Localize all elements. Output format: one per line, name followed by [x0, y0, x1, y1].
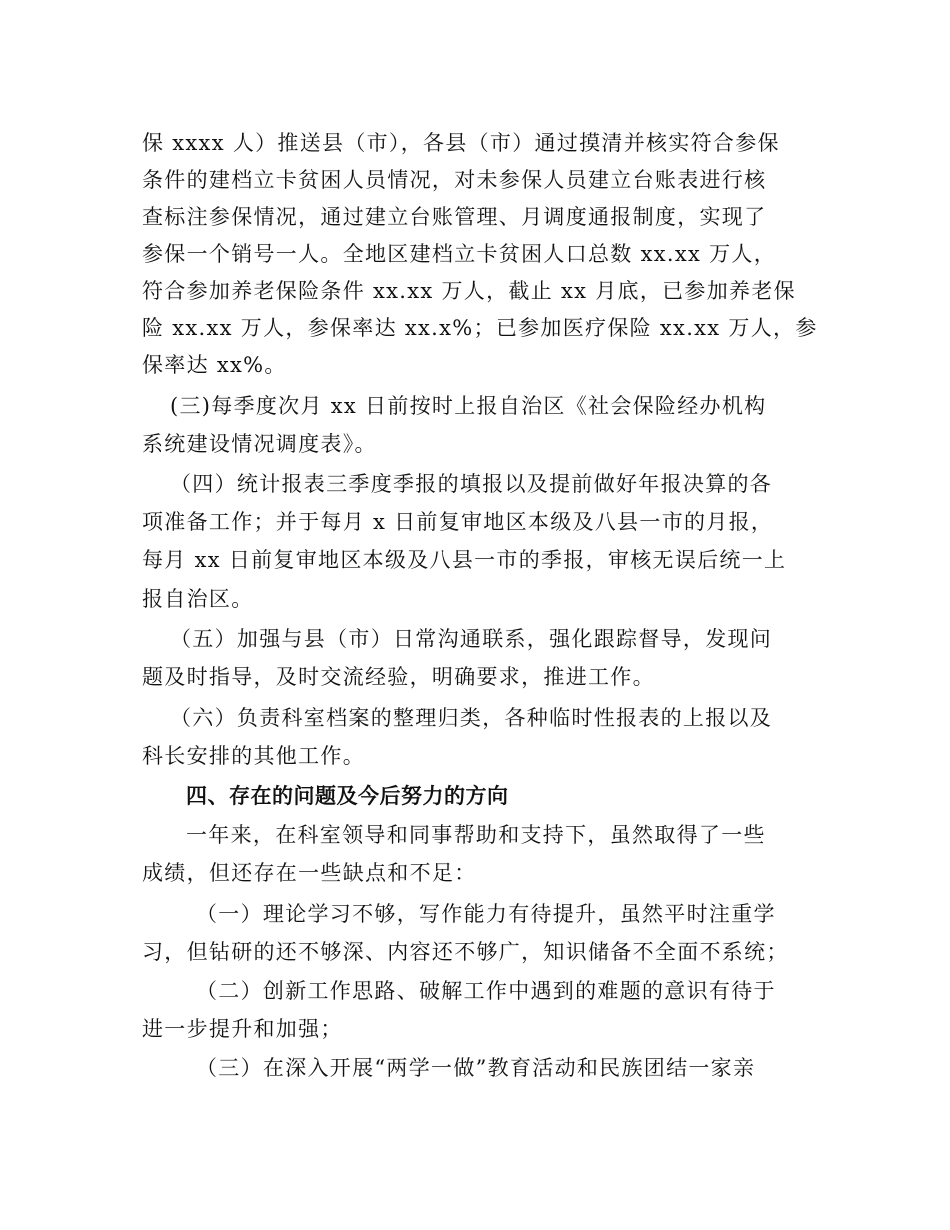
paragraph-line: 保 xxxx 人）推送县（市），各县（市）通过摸清并核实符合参保: [142, 131, 780, 155]
list-item-3-line: 系统建设情况调度表》。: [142, 432, 377, 456]
problem-2-line: 进一步提升和加强；: [142, 1017, 343, 1041]
problem-2-line: （二）创新工作思路、破解工作中遇到的难题的意识有待于: [196, 979, 776, 1003]
list-item-5-line: （五）加强与县（市）日常沟通联系，强化跟踪督导，发现问: [170, 627, 773, 651]
list-item-5-line: 题及时指导，及时交流经验，明确要求，推进工作。: [142, 665, 655, 689]
list-item-6-line: 科长安排的其他工作。: [142, 744, 365, 768]
intro-line: 成绩，但还存在一些缺点和不足：: [142, 861, 477, 885]
paragraph-line: 查标注参保情况，通过建立台账管理、月调度通报制度，实现了: [142, 205, 767, 229]
list-item-4-line: 项准备工作；并于每月 x 日前复审地区本级及八县一市的月报，: [142, 510, 774, 534]
list-item-4-line: （四）统计报表三季度季报的填报以及提前做好年报决算的各: [170, 472, 773, 496]
paragraph-line: 保率达 xx%。: [142, 353, 287, 377]
paragraph-line: 符合参加养老保险条件 xx.xx 万人，截止 xx 月底，已参加养老保: [142, 279, 796, 303]
problem-3-line: （三）在深入开展“两学一做”教育活动和民族团结一家亲: [196, 1056, 756, 1080]
list-item-4-line: 每月 xx 日前复审地区本级及八县一市的季报，审核无误后统一上: [142, 548, 787, 572]
intro-line: 一年来，在科室领导和同事帮助和支持下，虽然取得了一些: [186, 823, 766, 847]
list-item-4-line: 报自治区。: [142, 587, 254, 611]
problem-1-line: 习，但钻研的还不够深、内容还不够广，知识储备不全面不系统；: [142, 940, 789, 964]
list-item-6-line: （六）负责科室档案的整理归类，各种临时性报表的上报以及: [170, 706, 773, 730]
section-heading: 四、存在的问题及今后努力的方向: [186, 784, 509, 808]
list-item-3-line: (三)每季度次月 xx 日前按时上报自治区《社会保险经办机构: [170, 394, 767, 418]
paragraph-line: 险 xx.xx 万人，参保率达 xx.x%；已参加医疗保险 xx.xx 万人，参: [142, 316, 818, 340]
paragraph-line: 条件的建档立卡贫困人员情况，对未参保人员建立台账表进行核: [142, 168, 767, 192]
problem-1-line: （一）理论学习不够，写作能力有待提升，虽然平时注重学: [196, 902, 776, 926]
paragraph-line: 参保一个销号一人。全地区建档立卡贫困人口总数 xx.xx 万人，: [142, 242, 776, 266]
